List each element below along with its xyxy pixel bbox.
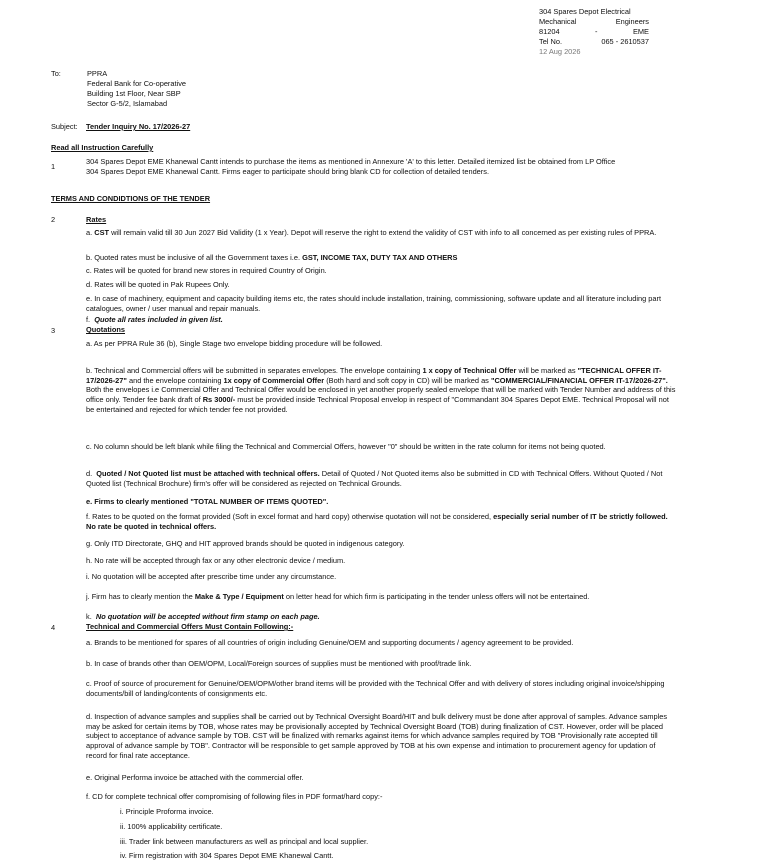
- offers-item-b: b. In case of brands other than OEM/OPM, Local/Foreign sources of supplies must be mentioned with proof/trade link.: [86, 659, 472, 668]
- offers-item-f: f. CD for complete technical offer compromising of following files in PDF format/hard copy:-: [86, 792, 383, 801]
- address-line: Sector G-5/2, Islamabad: [87, 99, 168, 108]
- offers-subitem: i. Principle Proforma invoice.: [120, 807, 214, 816]
- section-number: 3: [51, 326, 56, 335]
- section-number: 2: [51, 215, 56, 224]
- subject-label: Subject:: [51, 122, 78, 131]
- offers-subitem: iii. Trader link between manufacturers as well as principal and local supplier.: [120, 837, 369, 846]
- section-title-rates: Rates: [86, 215, 107, 224]
- rates-item-f: f. Quote all rates included in given list.: [86, 315, 223, 324]
- quotations-item-a: a. As per PPRA Rule 36 (b), Single Stage two envelope bidding procedure will be followed.: [86, 339, 383, 348]
- letterhead-line4: Tel No. 065 - 2610537: [539, 37, 649, 46]
- address-line: PPRA: [87, 69, 108, 78]
- quotations-item-b: b. Technical and Commercial offers will be submitted in separates envelopes. The envelope containing 1 x copy of Technical Offer will be marked as "TECHNICAL OFFER IT- 17/2026-27" and the envelope containing 1x copy of Commercial Offer (Both hard and soft copy in CD) will be marked as "COMMERCIAL/FINANCIAL OFFER IT-17/2026-27". Both the envelopes i.e Commercial Offer and Technical Offer would be enclosed in yet another properly sealed envelope that will be marked with Tender Number and address of this office only. Tender fee bank draft of Rs 3000/- must be provided inside Technical Proposal envelop in respect of "Commandant 304 Spares Depot EME. Technical Proposal will not be entertained and rejected for which tender fee not provided.: [86, 366, 676, 414]
- quotations-item-e: e. Firms to clearly mentioned "TOTAL NUMBER OF ITEMS QUOTED".: [86, 497, 329, 506]
- letterhead-line2: Mechanical Engineers: [539, 17, 649, 26]
- letterhead-line1: 304 Spares Depot Electrical: [539, 7, 631, 16]
- quotations-item-h: h. No rate will be accepted through fax or any other electronic device / medium.: [86, 556, 346, 565]
- section-title-quotations: Quotations: [86, 325, 126, 334]
- offers-item-d: d. Inspection of advance samples and supplies shall be carried out by Technical Oversight Board/HIT and bulk delivery must be done after approval of samples. Advance samples may be asked for certain items by TOB, whose rates may be provisionally accepted by Technical Oversight Board (TOB) during finalization of CST. However, order will be placed subject to acceptance of advance sample by TOB. CST will be finalized with remarks against items for which advance samples required by TOB "Provisionally rate accepted till approval of advance sample by TOB". Contractor will be responsible to get sample approved by TOB at his own expense and intimation to procurement agency for updation of record for final rate acceptance.: [86, 712, 668, 760]
- offers-item-a: a. Brands to be mentioned for spares of all countries of origin including Genuine/OEM and supporting documents / agency agreement to be provided.: [86, 638, 574, 647]
- address-line: Building 1st Floor, Near SBP: [87, 89, 181, 98]
- rates-item-c: c. Rates will be quoted for brand new stores in required Country of Origin.: [86, 266, 327, 275]
- section-number: 4: [51, 623, 56, 632]
- offers-item-e: e. Original Performa invoice be attached with the commercial offer.: [86, 773, 304, 782]
- rates-item-e: e. In case of machinery, equipment and capacity building items etc, the rates should include installation, training, commissioning, software update and all literature including part catalogues, owner / user manual and repair manuals.: [86, 294, 662, 313]
- rates-item-b: b. Quoted rates must be inclusive of all the Government taxes i.e. GST, INCOME TAX, DUTY TAX AND OTHERS: [86, 253, 458, 262]
- offers-item-c: c. Proof of source of procurement for Genuine/OEM/OPM/other brand items will be provided with the Technical Offer and with delivery of stores including original invoice/shipping documents/bill of landing/contents of consignments etc.: [86, 679, 665, 698]
- address-line: Federal Bank for Co-operative: [87, 79, 187, 88]
- subject-value: Tender Inquiry No. 17/2026-27: [86, 122, 191, 131]
- to-label: To:: [51, 69, 61, 78]
- section-title-offers: Technical and Commercial Offers Must Contain Following:-: [86, 622, 294, 631]
- offers-subitem: iv. Firm registration with 304 Spares Depot EME Khanewal Cantt.: [120, 851, 334, 860]
- rates-item-d: d. Rates will be quoted in Pak Rupees Only.: [86, 280, 230, 289]
- quotations-item-k: k. No quotation will be accepted without firm stamp on each page.: [86, 612, 320, 621]
- quotations-item-i: i. No quotation will be accepted after prescribe time under any circumstance.: [86, 572, 337, 581]
- letter-date: 12 Aug 2026: [539, 47, 581, 56]
- letterhead: [539, 7, 649, 57]
- letterhead-line3: 81204 - EME: [539, 27, 649, 36]
- read-all-heading: Read all Instruction Carefully: [51, 143, 154, 152]
- para-number: 1: [51, 162, 56, 171]
- quotations-item-j: j. Firm has to clearly mention the Make & Type / Equipment on letter head for which firm is participating in the tender unless offers will not be entertained.: [86, 592, 590, 601]
- quotations-item-d: d. Quoted / Not Quoted list must be attached with technical offers. Detail of Quoted / Not Quoted items also be submitted in CD with Technical Offers. Without Quoted / Not Quoted list (Technical Brochure) firm's offer will be considered as rejected on Technical Grounds.: [86, 469, 663, 488]
- quotations-item-g: g. Only ITD Directorate, GHQ and HIT approved brands should be quoted in indigenous category.: [86, 539, 405, 548]
- terms-heading: TERMS AND CONDIDTIONS OF THE TENDER: [51, 194, 211, 203]
- quotations-item-c: c. No column should be left blank while filing the Technical and Commercial Offers, however "0" should be written in the rate column for items not being quoted.: [86, 442, 606, 451]
- quotations-item-f: f. Rates to be quoted on the format provided (Soft in excel format and hard copy) otherwise quotation will not be considered, especially serial number of IT be strictly followed. No rate be quoted in technical offers.: [86, 512, 668, 531]
- intro-paragraph: 304 Spares Depot EME Khanewal Cantt intends to purchase the items as mentioned in Annexure 'A' to this letter. Detailed itemized list be obtained from LP Office 304 Spares Depot EME Khanewal Cantt. Firms eager to participate should bring blank CD for collection of detailed tenders.: [86, 157, 616, 176]
- recipient-address: [87, 69, 186, 109]
- rates-item-a: a. CST will remain valid till 30 Jun 2027 Bid Validity (1 x Year). Depot will reserve the right to extend the validity of CST with info to all concerned as per existing rules of PPRA.: [86, 228, 657, 237]
- offers-subitem: ii. 100% applicability certificate.: [120, 822, 223, 831]
